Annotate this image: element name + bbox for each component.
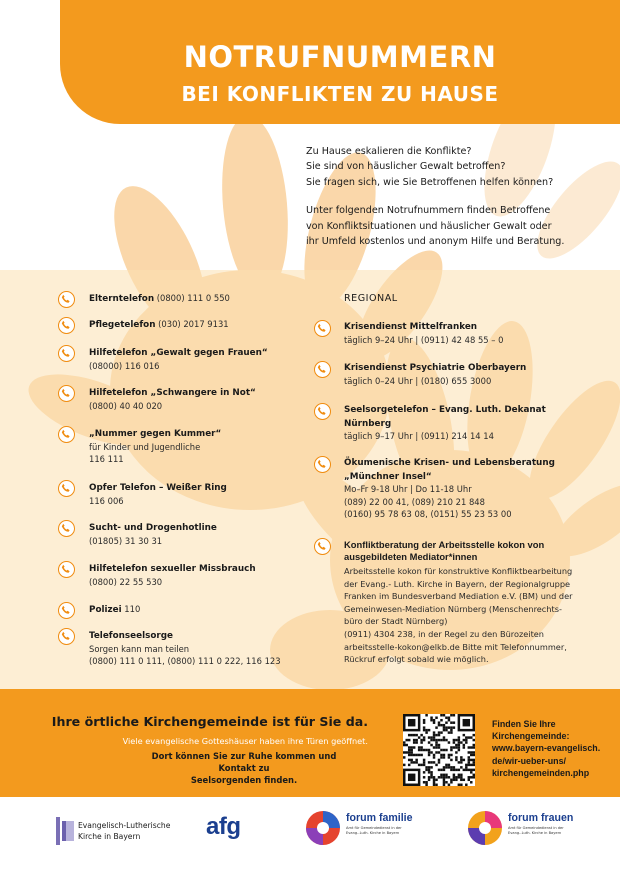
kokon-details bbox=[344, 565, 584, 666]
phone-icon bbox=[58, 426, 75, 443]
hotline-entry bbox=[89, 427, 309, 466]
phone-icon bbox=[58, 520, 75, 537]
intro-text bbox=[306, 144, 606, 262]
phone-icon bbox=[58, 480, 75, 497]
phone-icon bbox=[314, 403, 331, 420]
footer-note: Dort können Sie zur Ruhe kommen und Kontakt zu Seelsorgenden finden. bbox=[151, 751, 337, 785]
hotline-name: Polizei bbox=[89, 605, 122, 615]
hotline-detail: Sorgen kann man teilen bbox=[89, 643, 190, 654]
forum-frauen-subtitle: Amt für Gemeindedienst in der Evang.-Luth. Kirche in Bayern bbox=[508, 826, 564, 835]
phone-icon bbox=[58, 345, 75, 362]
regional-entry bbox=[344, 403, 584, 443]
hotline-entry bbox=[89, 346, 309, 372]
intro-paragraph-2: Unter folgenden Notrufnummern finden Betroffene von Konfliktsituationen und häuslicher Gewalt oder ihr Umfeld kostenlos und anonym Hilfe und Beratung. bbox=[306, 205, 565, 248]
kokon-line: arbeitsstelle-kokon@elkb.de Bitte mit Telefonnummer, bbox=[344, 641, 567, 652]
page-subtitle: BEI KONFLIKTEN ZU HAUSE bbox=[181, 82, 499, 106]
phone-icon bbox=[314, 361, 331, 378]
kokon-entry bbox=[344, 539, 584, 666]
kokon-line: Rückruf erfolgt sobald wie möglich. bbox=[344, 654, 489, 665]
regional-name: Ökumenische Krisen- und Lebensberatung bbox=[344, 458, 555, 468]
hotline-name: Pflegetelefon bbox=[89, 320, 156, 330]
hotline-name: Hilfetelefon sexueller Missbrauch bbox=[89, 564, 256, 574]
regional-name: Krisendienst Mittelfranken bbox=[344, 322, 478, 332]
hotline-number[interactable]: 110 bbox=[121, 604, 141, 614]
hotline-name: Telefonseelsorge bbox=[89, 631, 173, 641]
hotline-detail: (0800) 111 0 111, (0800) 111 0 222, 116 123 bbox=[89, 656, 281, 667]
intro-paragraph-1: Zu Hause eskalieren die Konflikte? Sie sind von häuslicher Gewalt betroffen? Sie fragen sich, wie Sie Betroffenen helfen können? bbox=[306, 146, 554, 188]
hotline-entry bbox=[89, 292, 309, 306]
hotline-number[interactable]: (0800) 111 0 550 bbox=[154, 293, 230, 303]
hotline-name: Elterntelefon bbox=[89, 294, 155, 304]
forum-frauen-logo-mark bbox=[467, 810, 503, 846]
hotline-entry bbox=[89, 318, 309, 332]
kokon-line: Gemeinwesen-Mediation Nürnberg (Menschenrechts- bbox=[344, 603, 562, 614]
kokon-line: der Evang.- Luth. Kirche in Bayern, der Regionalgruppe bbox=[344, 578, 571, 589]
hotline-name: Hilfetelefon „Gewalt gegen Frauen“ bbox=[89, 348, 268, 358]
elkb-logo: Evangelisch-Lutherische Kirche in Bayern bbox=[78, 821, 171, 841]
phone-icon bbox=[58, 385, 75, 402]
parish-link[interactable]: www.bayern-evangelisch. bbox=[492, 743, 601, 754]
phone-icon bbox=[58, 628, 75, 645]
kokon-heading: Konfliktberatung der Arbeitsstelle kokon von ausgebildeten Mediator*innen bbox=[344, 539, 545, 562]
hotline-detail: (0800) 22 55 530 bbox=[89, 576, 163, 587]
phone-icon bbox=[58, 291, 75, 308]
hotline-entry bbox=[89, 521, 309, 547]
footer-title: Ihre örtliche Kirchengemeinde ist für Sie da. bbox=[51, 714, 368, 729]
hotline-detail: (0800) 40 40 020 bbox=[89, 400, 163, 411]
hotline-entry bbox=[89, 386, 309, 412]
regional-detail: Mo–Fr 9-18 Uhr | Do 11-18 Uhr bbox=[344, 484, 472, 495]
hotline-name: „Nummer gegen Kummer“ bbox=[89, 429, 222, 439]
phone-icon bbox=[314, 320, 331, 337]
hotline-detail: 116 006 bbox=[89, 495, 124, 506]
kokon-line: Arbeitsstelle kokon für konstruktive Konfliktbearbeitung bbox=[344, 566, 573, 576]
phone-icon bbox=[314, 456, 331, 473]
hotline-entry bbox=[89, 603, 309, 617]
hotline-detail: 116 111 bbox=[89, 454, 124, 465]
hotline-number[interactable]: (030) 2017 9131 bbox=[155, 319, 229, 329]
kokon-line: Franken im Bundesverband Mediation e.V. (BM) und der bbox=[344, 591, 573, 602]
kokon-line: (0911) 4304 238, in der Regel zu den Bürozeiten bbox=[344, 628, 545, 639]
regional-entry bbox=[344, 361, 584, 387]
hotline-detail: (01805) 31 30 31 bbox=[89, 535, 163, 546]
hotline-entry bbox=[89, 562, 309, 588]
forum-frauen-logo: forum frauen bbox=[508, 812, 574, 824]
regional-detail: täglich 9–17 Uhr | (0911) 214 14 14 bbox=[344, 431, 494, 442]
forum-familie-logo-mark bbox=[305, 810, 341, 846]
hotline-entry bbox=[89, 629, 309, 668]
regional-entry bbox=[344, 320, 584, 346]
regional-heading: REGIONAL bbox=[344, 293, 398, 304]
hotline-name: Hilfetelefon „Schwangere in Not“ bbox=[89, 388, 256, 398]
phone-icon bbox=[58, 317, 75, 334]
phone-icon bbox=[58, 561, 75, 578]
regional-detail: (0160) 95 78 63 08, (0151) 55 23 53 00 bbox=[344, 509, 512, 520]
qr-caption: Finden Sie Ihre Kirchengemeinde: www.bayern-evangelisch. de/wir-ueber-uns/ kirchengemeinden.php bbox=[492, 719, 601, 778]
regional-name: Krisendienst Psychiatrie Oberbayern bbox=[344, 363, 527, 373]
phone-icon bbox=[314, 538, 331, 555]
afg-logo: afg bbox=[206, 813, 241, 840]
hotline-name: Opfer Telefon – Weißer Ring bbox=[89, 483, 227, 493]
regional-name: Seelsorgetelefon – Evang. Luth. Dekanat bbox=[344, 405, 546, 415]
hotline-name: Sucht- und Drogenhotline bbox=[89, 523, 217, 533]
regional-detail: täglich 0–24 Uhr | (0180) 655 3000 bbox=[344, 375, 492, 386]
forum-familie-logo: forum familie bbox=[346, 812, 413, 824]
footer-subtitle: Viele evangelische Gotteshäuser haben ihre Türen geöffnet. bbox=[122, 736, 368, 746]
regional-name-line2: „Münchner Insel“ bbox=[344, 471, 432, 482]
regional-detail: (089) 22 00 41, (089) 210 21 848 bbox=[344, 496, 485, 507]
hotline-entry bbox=[89, 481, 309, 507]
regional-name-line2: Nürnberg bbox=[344, 418, 392, 429]
forum-familie-subtitle: Amt für Gemeindedienst in der Evang.-Luth. Kirche in Bayern bbox=[346, 826, 402, 835]
phone-icon bbox=[58, 602, 75, 619]
hotline-detail: für Kinder und Jugendliche bbox=[89, 441, 201, 452]
qr-code[interactable] bbox=[403, 714, 475, 786]
page-title: NOTRUFNUMMERN bbox=[183, 40, 497, 74]
kokon-line: büro der Stadt Nürnberg) bbox=[344, 616, 448, 627]
regional-entry bbox=[344, 456, 584, 521]
regional-detail: täglich 9–24 Uhr | (0911) 42 48 55 – 0 bbox=[344, 334, 504, 345]
hotline-detail: (08000) 116 016 bbox=[89, 360, 160, 371]
